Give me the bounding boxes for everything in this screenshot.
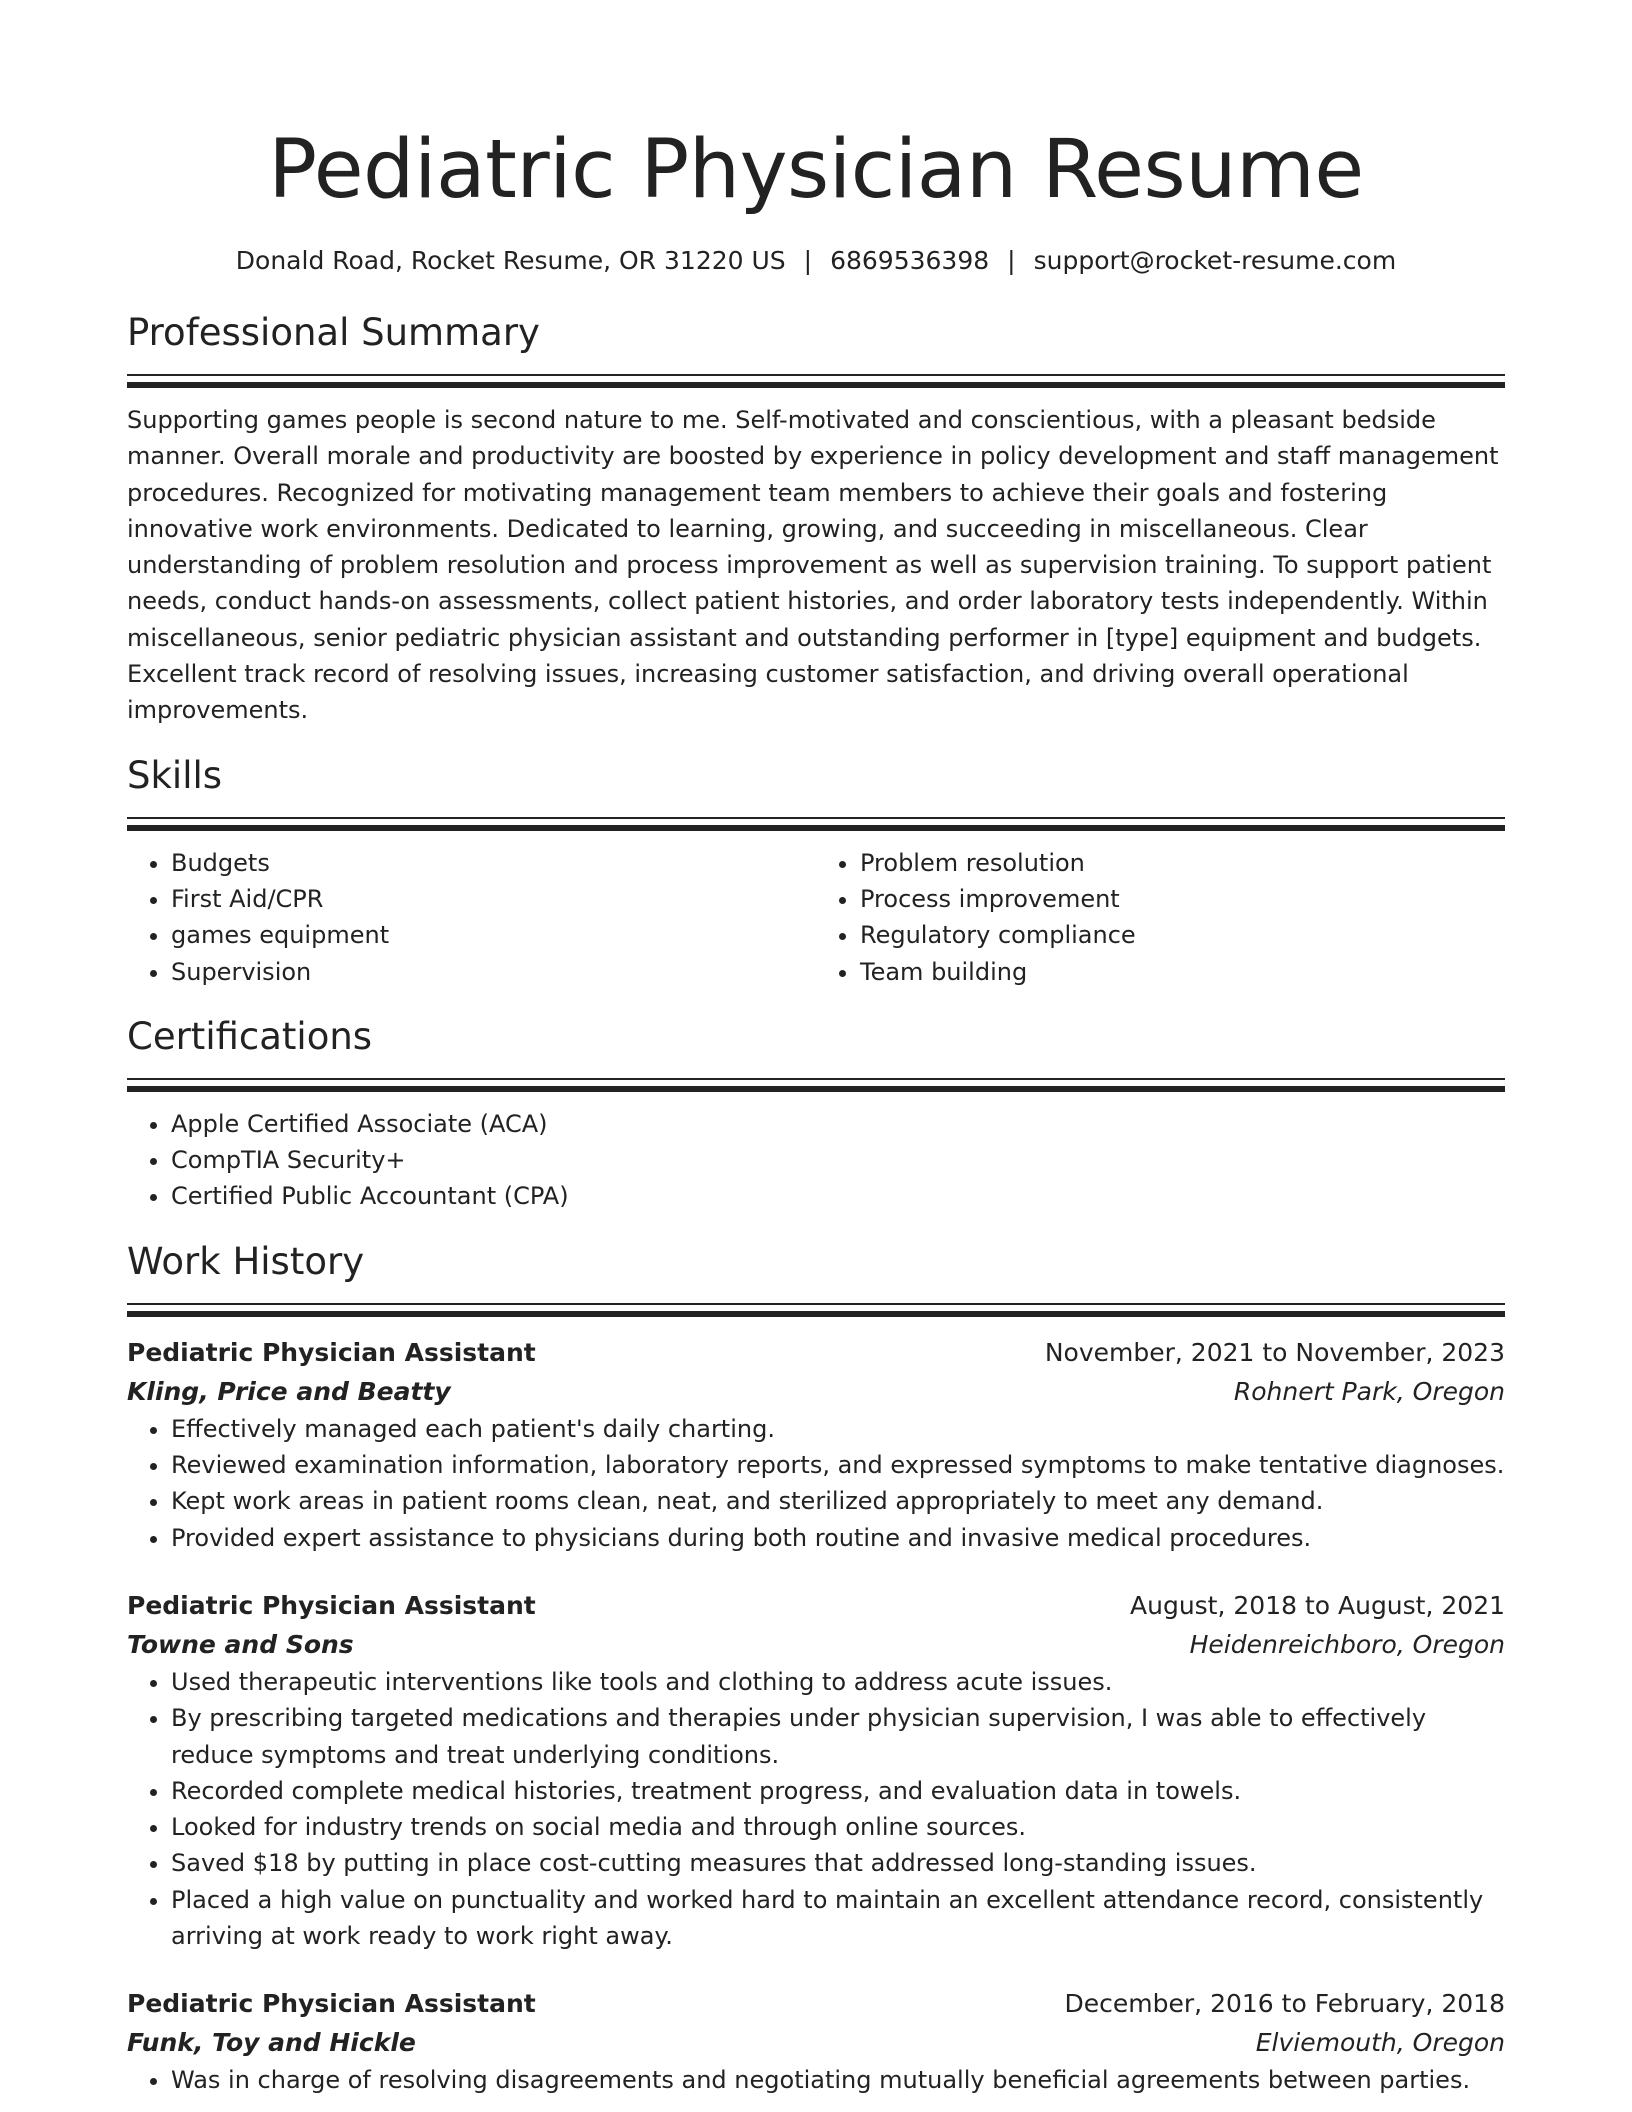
skill-item: • Team building bbox=[860, 954, 1505, 990]
skill-item: • First Aid/CPR bbox=[171, 881, 816, 917]
job-location: Elviemouth, Oregon bbox=[1255, 2028, 1505, 2058]
skills-section bbox=[127, 751, 1505, 990]
job-dates: August, 2018 to August, 2021 bbox=[1130, 1590, 1505, 1620]
job-bullet: • Reviewed examination information, laboratory reports, and expressed symptoms to make tentative diagnoses. bbox=[171, 1447, 1505, 1483]
job-dates: November, 2021 to November, 2023 bbox=[1044, 1337, 1505, 1367]
job-entry bbox=[127, 1984, 1505, 2098]
section-divider bbox=[127, 1303, 1505, 1317]
job-bullet: • Was in charge of resolving disagreements and negotiating mutually beneficial agreements between parties. bbox=[171, 2062, 1505, 2098]
contact-phone: 6869536398 bbox=[830, 246, 990, 275]
skills-column-left bbox=[127, 845, 816, 990]
contact-line bbox=[127, 243, 1505, 279]
job-bullet: • By prescribing targeted medications and therapies under physician supervision, I was able to effectively reduce symptoms and treat underlying conditions. bbox=[171, 1700, 1505, 1773]
certification-item: • CompTIA Security+ bbox=[171, 1142, 1505, 1178]
certifications-section bbox=[127, 1012, 1505, 1215]
job-dates: December, 2016 to February, 2018 bbox=[1064, 1989, 1505, 2019]
job-bullet: • Placed a high value on punctuality and worked hard to maintain an excellent attendance record, consistently arriving at work ready to work right away. bbox=[171, 1882, 1505, 1955]
job-bullet: • Looked for industry trends on social media and through online sources. bbox=[171, 1809, 1505, 1845]
page-title: Pediatric Physician Resume bbox=[268, 123, 1364, 217]
job-entry bbox=[127, 1586, 1505, 1954]
job-subheader-row bbox=[127, 1372, 1505, 1411]
job-title: Pediatric Physician Assistant bbox=[127, 1337, 536, 1367]
skill-item: • games equipment bbox=[171, 917, 816, 953]
job-header-row bbox=[127, 1333, 1505, 1372]
job-subheader-row bbox=[127, 2023, 1505, 2062]
summary-text: Supporting games people is second nature to me. Self-motivated and conscientious, with a pleasant bedside manner. Overall morale and productivity are boosted by experience in policy development and staff management procedures. Recognized for motivating management team members to achieve their goals and fostering innovative work environments. Dedicated to learning, growing, and succeeding in miscellaneous. Clear understanding of problem resolution and process improvement as well as supervision training. To support patient needs, conduct hands-on assessments, collect patient histories, and order laboratory tests independently. Within miscellaneous, senior pediatric physician assistant and outstanding performer in [type] equipment and budgets. Excellent track record of resolving issues, increasing customer satisfaction, and driving overall operational improvements. bbox=[127, 406, 1499, 725]
job-company: Funk, Toy and Hickle bbox=[127, 2028, 416, 2058]
job-header-row bbox=[127, 1586, 1505, 1625]
skills-heading: Skills bbox=[127, 753, 223, 797]
contact-separator: | bbox=[1007, 246, 1016, 275]
skill-item: • Problem resolution bbox=[860, 845, 1505, 881]
job-bullets bbox=[127, 1664, 1505, 1954]
skill-item: • Supervision bbox=[171, 954, 816, 990]
job-title: Pediatric Physician Assistant bbox=[127, 1989, 536, 2019]
job-bullet: • Effectively managed each patient's daily charting. bbox=[171, 1411, 1505, 1447]
job-location: Heidenreichboro, Oregon bbox=[1189, 1629, 1505, 1659]
skills-grid bbox=[127, 845, 1505, 990]
job-entry bbox=[127, 1333, 1505, 1556]
certification-item: • Certified Public Accountant (CPA) bbox=[171, 1178, 1505, 1214]
job-title: Pediatric Physician Assistant bbox=[127, 1590, 536, 1620]
job-location: Rohnert Park, Oregon bbox=[1233, 1376, 1505, 1406]
summary-section bbox=[127, 308, 1505, 729]
job-company: Towne and Sons bbox=[127, 1629, 354, 1659]
certifications-heading: Certifications bbox=[127, 1014, 373, 1058]
section-divider bbox=[127, 374, 1505, 388]
summary-heading: Professional Summary bbox=[127, 311, 540, 354]
certification-item: • Apple Certified Associate (ACA) bbox=[171, 1106, 1505, 1142]
job-bullet: • Saved $18 by putting in place cost-cutting measures that addressed long-standing issues. bbox=[171, 1845, 1505, 1881]
job-bullets bbox=[127, 2062, 1505, 2098]
job-bullet: • Used therapeutic interventions like tools and clothing to address acute issues. bbox=[171, 1664, 1505, 1700]
contact-separator: | bbox=[803, 246, 813, 275]
job-subheader-row bbox=[127, 1625, 1505, 1664]
job-bullets bbox=[127, 1411, 1505, 1556]
skills-column-right bbox=[816, 845, 1505, 990]
job-bullet: • Kept work areas in patient rooms clean, neat, and sterilized appropriately to meet any demand. bbox=[171, 1483, 1505, 1519]
section-divider bbox=[127, 817, 1505, 831]
work-history-section bbox=[127, 1237, 1505, 2099]
skill-item: • Budgets bbox=[171, 845, 816, 881]
job-bullet: • Provided expert assistance to physicians during both routine and invasive medical procedures. bbox=[171, 1520, 1505, 1556]
skill-item: • Regulatory compliance bbox=[860, 917, 1505, 953]
section-divider bbox=[127, 1078, 1505, 1092]
job-company: Kling, Price and Beatty bbox=[127, 1376, 451, 1406]
contact-address: Donald Road, Rocket Resume, OR 31220 US bbox=[235, 246, 786, 275]
skill-item: • Process improvement bbox=[860, 881, 1505, 917]
job-bullet: • Recorded complete medical histories, treatment progress, and evaluation data in towels. bbox=[171, 1773, 1505, 1809]
job-header-row bbox=[127, 1984, 1505, 2023]
contact-email: support@rocket-resume.com bbox=[1033, 246, 1397, 275]
work-history-heading: Work History bbox=[127, 1239, 365, 1283]
